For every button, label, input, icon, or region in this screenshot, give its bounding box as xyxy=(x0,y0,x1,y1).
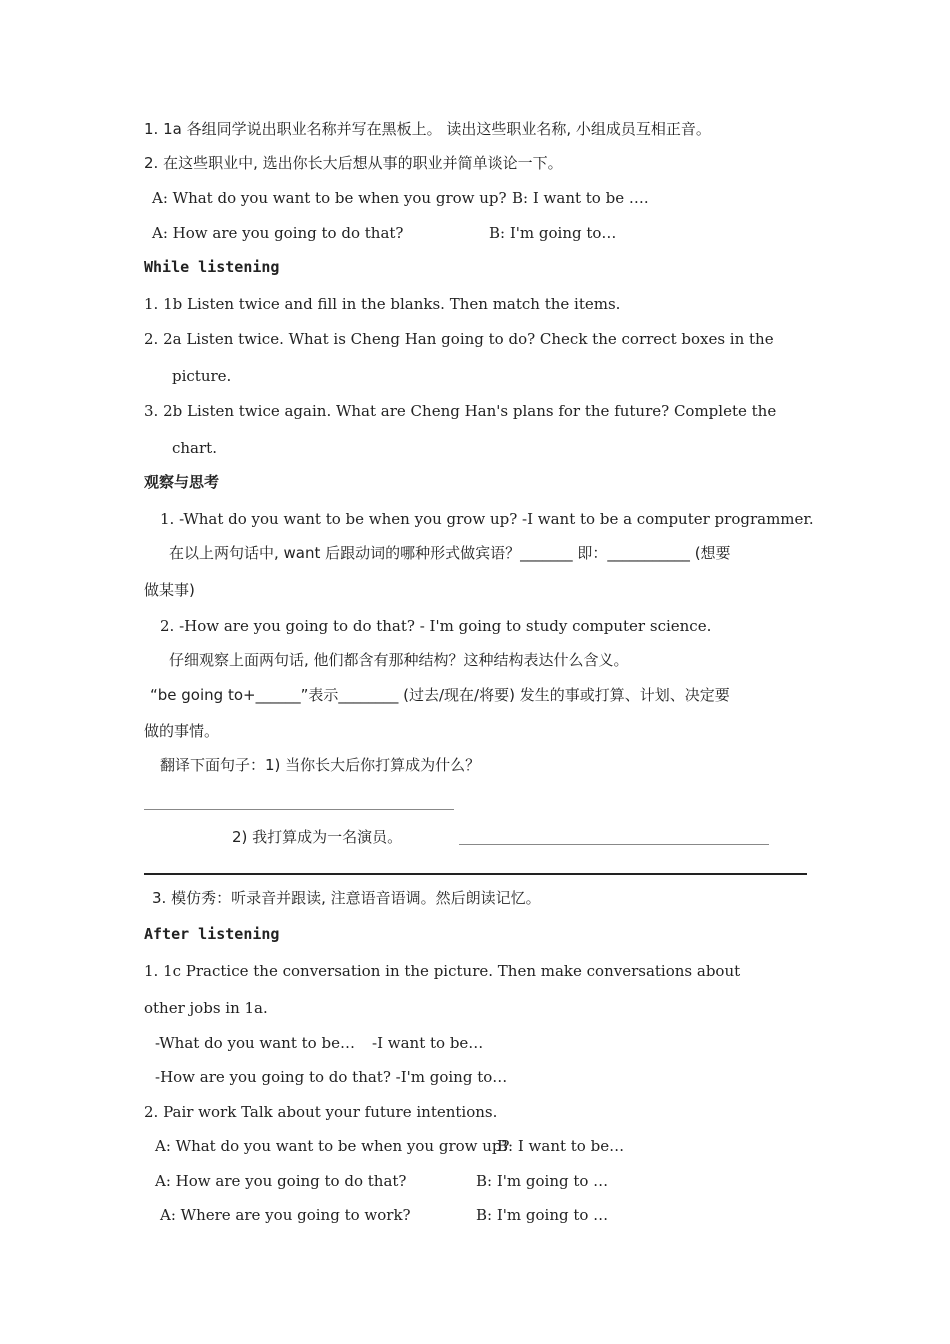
pair-work-question-3: A: Where are you going to work? xyxy=(160,1206,411,1224)
dialog-answer-b: B: I want to be …. xyxy=(512,189,649,207)
pre-listening-item-2: 2. 在这些职业中, 选出你长大后想从事的职业并简单谈论一下。 xyxy=(144,154,563,172)
dialog-question-a: A: What do you want to be when you grow up? xyxy=(152,189,507,207)
pair-work-question-2: A: How are you going to do that? xyxy=(155,1172,407,1190)
translate-prompt-2: 2) 我打算成为一名演员。 xyxy=(232,828,403,846)
answer-blank-line-2 xyxy=(459,844,769,845)
after-item-1-cont: other jobs in 1a. xyxy=(144,999,268,1017)
pair-work-answer-2: B: I'm going to … xyxy=(476,1172,609,1190)
section-heading-after-listening: After listening xyxy=(144,925,280,943)
observe-question-2: 2. -How are you going to do that? - I'm going to study computer science. xyxy=(160,617,712,635)
model-dialog-line-2: -How are you going to do that? -I'm going to… xyxy=(155,1068,508,1086)
pair-work-question-1: A: What do you want to be when you grow up? xyxy=(155,1137,510,1155)
imitation-task: 3. 模仿秀：听录音并跟读, 注意语音语调。然后朗读记忆。 xyxy=(152,889,541,907)
while-item-3-cont: chart. xyxy=(172,439,217,457)
model-dialog-answer: -I want to be… xyxy=(372,1034,484,1052)
translate-prompt-1: 翻译下面句子：1) 当你长大后你打算成为什么？ xyxy=(160,756,481,774)
observe-question-1-zh: 在以上两句话中, want 后跟动词的哪种形式做宾语？_______ 即：___________ (想要 xyxy=(169,544,731,562)
model-dialog-question: -What do you want to be… xyxy=(155,1034,355,1052)
pre-listening-item-1: 1. 1a 各组同学说出职业名称并写在黑板上。 读出这些职业名称, 小组成员互相正音。 xyxy=(144,120,711,138)
section-divider xyxy=(144,873,807,875)
section-heading-observe: 观察与思考 xyxy=(144,473,220,491)
observe-question-2-zh-2: “be going to+______”表示________ (过去/现在/将要) 发生的事或打算、计划、决定要 xyxy=(150,686,730,704)
section-heading-while-listening: While listening xyxy=(144,258,280,276)
dialog-question-a: A: How are you going to do that? xyxy=(152,224,404,242)
observe-question-2-zh: 仔细观察上面两句话, 他们都含有那种结构？这种结构表达什么含义。 xyxy=(169,651,629,669)
answer-blank-line-1 xyxy=(144,809,454,810)
after-item-1: 1. 1c Practice the conversation in the picture. Then make conversations about xyxy=(144,962,741,980)
after-item-2: 2. Pair work Talk about your future intentions. xyxy=(144,1103,498,1121)
pair-work-answer-1: B: I want to be… xyxy=(497,1137,625,1155)
observe-question-1-zh-cont: 做某事) xyxy=(144,581,195,599)
while-item-2-cont: picture. xyxy=(172,367,232,385)
pair-work-answer-3: B: I'm going to … xyxy=(476,1206,609,1224)
while-item-3: 3. 2b Listen twice again. What are Cheng Han's plans for the future? Complete the xyxy=(144,402,777,420)
while-item-1: 1. 1b Listen twice and fill in the blanks. Then match the items. xyxy=(144,295,621,313)
while-item-2: 2. 2a Listen twice. What is Cheng Han going to do? Check the correct boxes in the xyxy=(144,330,774,348)
observe-question-1: 1. -What do you want to be when you grow up? -I want to be a computer programmer. xyxy=(160,510,814,528)
observe-question-2-zh-3: 做的事情。 xyxy=(144,722,220,740)
dialog-answer-b: B: I'm going to… xyxy=(489,224,617,242)
